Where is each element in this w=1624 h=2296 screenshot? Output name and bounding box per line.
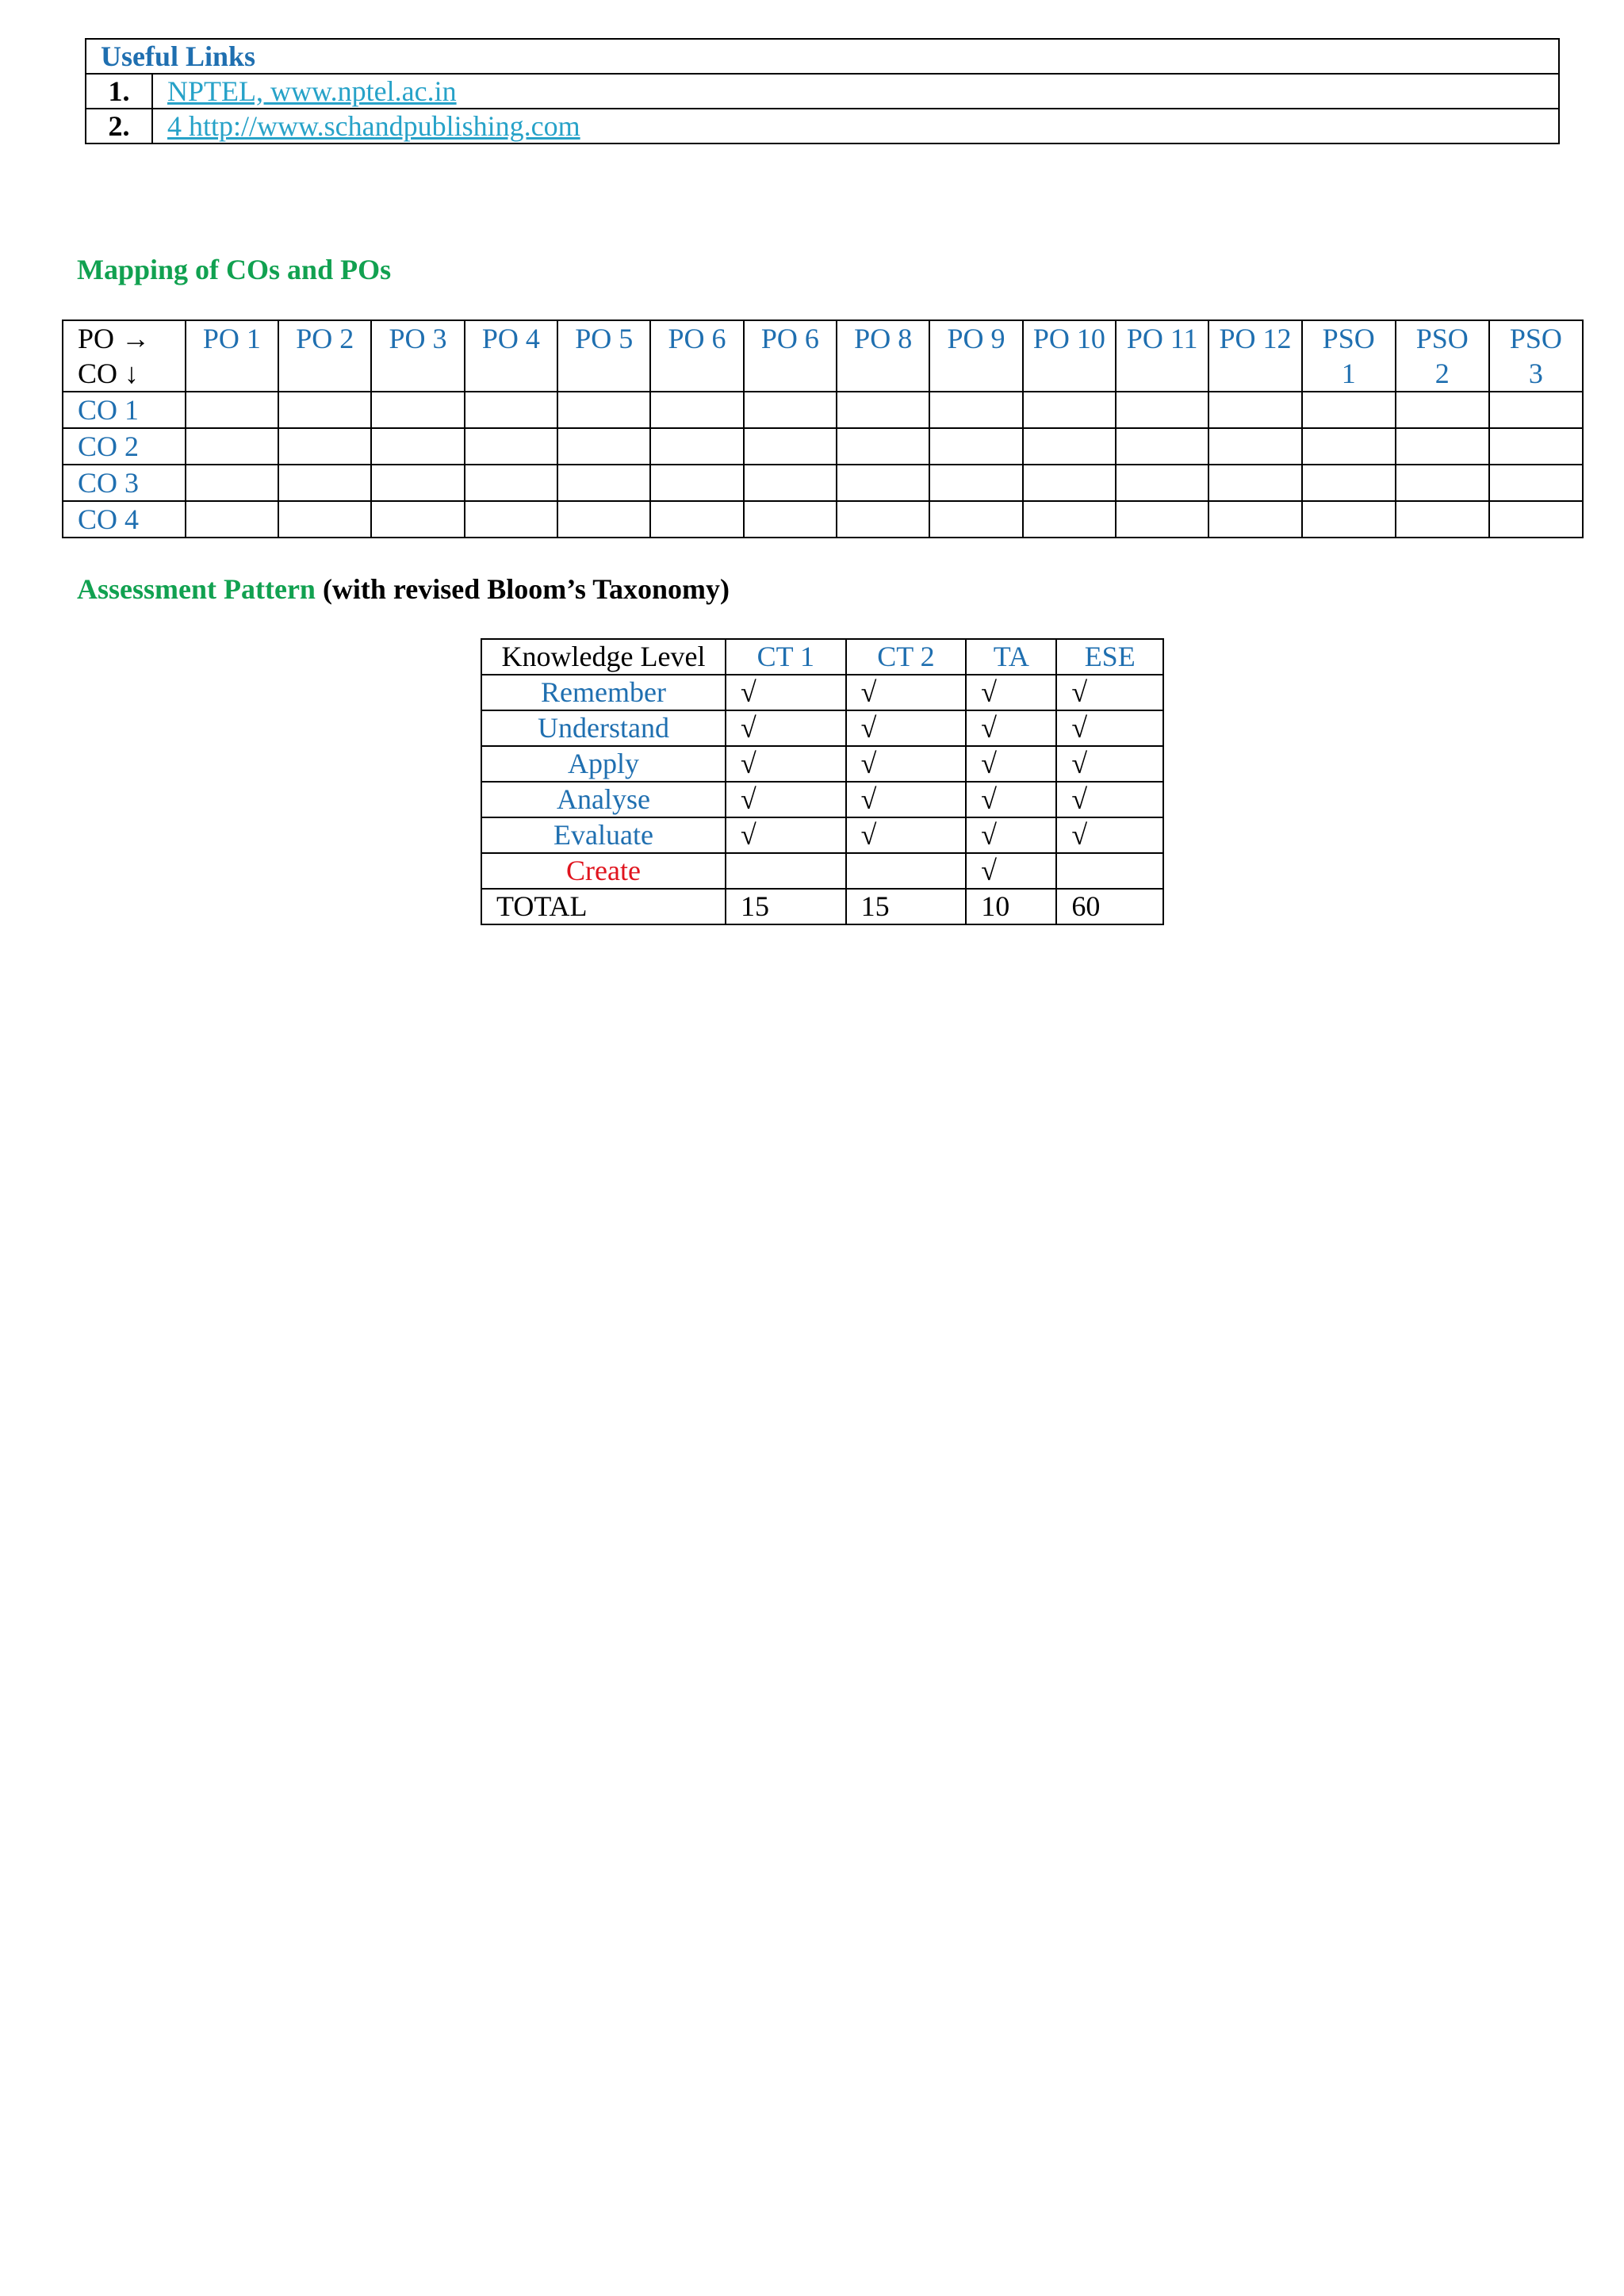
mapping-cell [650, 465, 743, 501]
assessment-row [481, 746, 1163, 782]
mapping-cell [371, 501, 464, 538]
mapping-cell [186, 501, 278, 538]
ese-total: 60 [1056, 889, 1163, 924]
assessment-row [481, 710, 1163, 746]
mapping-cell [371, 428, 464, 465]
knowledge-level: Understand [481, 710, 726, 746]
assessment-heading [77, 573, 730, 605]
ta-check: √ [966, 710, 1056, 746]
mapping-cell [1489, 392, 1583, 428]
mapping-cell [1208, 428, 1301, 465]
mapping-cell [1116, 428, 1208, 465]
mapping-cell [1396, 428, 1489, 465]
mapping-cell [465, 392, 557, 428]
mapping-cell [1208, 465, 1301, 501]
mapping-cell [371, 465, 464, 501]
ta-header: TA [966, 639, 1056, 675]
mapping-cell [1302, 501, 1396, 538]
mapping-cell [650, 428, 743, 465]
mapping-cell [1396, 465, 1489, 501]
mapping-cell [557, 392, 650, 428]
mapping-cell [1396, 501, 1489, 538]
ct1-check [726, 853, 846, 889]
ct1-check: √ [726, 817, 846, 853]
assessment-row [481, 675, 1163, 710]
po-header: PO 6 [744, 320, 837, 392]
mapping-row [63, 392, 1583, 428]
useful-links-table [85, 38, 1560, 144]
mapping-row [63, 501, 1583, 538]
ese-check: √ [1056, 817, 1163, 853]
pso-label: PSO [1509, 323, 1562, 354]
ta-total: 10 [966, 889, 1056, 924]
mapping-cell [929, 428, 1022, 465]
mapping-cell [1208, 501, 1301, 538]
mapping-cell [278, 465, 371, 501]
assessment-row [481, 782, 1163, 817]
po-header: PO 8 [837, 320, 929, 392]
mapping-cell [557, 465, 650, 501]
ct2-check: √ [846, 817, 967, 853]
mapping-cell [650, 392, 743, 428]
mapping-cell [278, 428, 371, 465]
ct1-check: √ [726, 710, 846, 746]
mapping-cell [1116, 501, 1208, 538]
assessment-row [481, 817, 1163, 853]
mapping-cell [650, 501, 743, 538]
mapping-header-row [63, 320, 1583, 392]
pso-number: 3 [1528, 358, 1543, 389]
mapping-cell [837, 428, 929, 465]
mapping-cell [186, 465, 278, 501]
po-header: PO 10 [1023, 320, 1116, 392]
ese-check: √ [1056, 710, 1163, 746]
co-label: CO 2 [63, 428, 186, 465]
pso-header [1302, 320, 1396, 392]
po-header: PO 6 [650, 320, 743, 392]
ese-check: √ [1056, 675, 1163, 710]
knowledge-level: Create [481, 853, 726, 889]
ese-check: √ [1056, 746, 1163, 782]
ct2-check: √ [846, 710, 967, 746]
co-label: CO 4 [63, 501, 186, 538]
mapping-cell [837, 465, 929, 501]
mapping-cell [1489, 501, 1583, 538]
mapping-cell [1116, 392, 1208, 428]
mapping-cell [1023, 428, 1116, 465]
mapping-cell [186, 428, 278, 465]
ta-check: √ [966, 853, 1056, 889]
knowledge-level: Evaluate [481, 817, 726, 853]
pso-label: PSO [1415, 323, 1469, 354]
ese-check: √ [1056, 782, 1163, 817]
ct1-check: √ [726, 782, 846, 817]
mapping-cell [1396, 392, 1489, 428]
pso-number: 1 [1341, 358, 1356, 389]
mapping-cell [1489, 465, 1583, 501]
mapping-cell [1023, 392, 1116, 428]
pso-label: PSO [1322, 323, 1375, 354]
ta-check: √ [966, 746, 1056, 782]
pso-number: 2 [1434, 358, 1450, 389]
knowledge-level: Apply [481, 746, 726, 782]
link-row [86, 74, 1559, 109]
mapping-cell [557, 501, 650, 538]
mapping-cell [465, 465, 557, 501]
corner-co-label: CO ↓ [78, 358, 140, 389]
link-row [86, 109, 1559, 144]
ct1-check: √ [726, 746, 846, 782]
po-header: PO 11 [1116, 320, 1208, 392]
mapping-cell [744, 465, 837, 501]
useful-links-title: Useful Links [86, 39, 1559, 74]
link-schand[interactable]: 4 http://www.schandpublishing.com [152, 109, 1559, 144]
mapping-cell [371, 392, 464, 428]
link-number: 1. [86, 74, 152, 109]
mapping-cell [1116, 465, 1208, 501]
mapping-cell [837, 501, 929, 538]
assessment-total-row [481, 889, 1163, 924]
ese-check [1056, 853, 1163, 889]
link-number: 2. [86, 109, 152, 144]
ct2-total: 15 [846, 889, 967, 924]
mapping-cell [278, 501, 371, 538]
assessment-heading-main: Assessment Pattern [77, 573, 316, 605]
mapping-heading: Mapping of COs and POs [77, 254, 392, 285]
mapping-cell [465, 501, 557, 538]
mapping-cell [837, 392, 929, 428]
mapping-cell [744, 392, 837, 428]
ct2-check: √ [846, 675, 967, 710]
po-header: PO 4 [465, 320, 557, 392]
ta-check: √ [966, 782, 1056, 817]
ct2-check: √ [846, 746, 967, 782]
mapping-cell [1489, 428, 1583, 465]
mapping-cell [744, 428, 837, 465]
mapping-cell [1023, 501, 1116, 538]
ct1-check: √ [726, 675, 846, 710]
mapping-cell [929, 465, 1022, 501]
mapping-row [63, 428, 1583, 465]
mapping-cell [1302, 465, 1396, 501]
mapping-corner-cell [63, 320, 186, 392]
mapping-cell [1302, 392, 1396, 428]
po-header: PO 9 [929, 320, 1022, 392]
mapping-cell [1302, 428, 1396, 465]
corner-po-label: PO → [78, 323, 151, 354]
mapping-cell [929, 392, 1022, 428]
ese-header: ESE [1056, 639, 1163, 675]
assessment-pattern-table [481, 638, 1164, 925]
ct2-check [846, 853, 967, 889]
po-header: PO 2 [278, 320, 371, 392]
ct2-check: √ [846, 782, 967, 817]
assessment-heading-sub: (with revised Bloom’s Taxonomy) [315, 573, 730, 605]
link-nptel[interactable]: NPTEL, www.nptel.ac.in [152, 74, 1559, 109]
mapping-cell [1208, 392, 1301, 428]
mapping-cell [278, 392, 371, 428]
po-header: PO 3 [371, 320, 464, 392]
knowledge-level-header: Knowledge Level [481, 639, 726, 675]
co-label: CO 1 [63, 392, 186, 428]
ta-check: √ [966, 817, 1056, 853]
ct1-total: 15 [726, 889, 846, 924]
total-label: TOTAL [481, 889, 726, 924]
assessment-header-row [481, 639, 1163, 675]
co-po-mapping-table [62, 320, 1584, 538]
knowledge-level: Analyse [481, 782, 726, 817]
mapping-cell [929, 501, 1022, 538]
assessment-row [481, 853, 1163, 889]
knowledge-level: Remember [481, 675, 726, 710]
ta-check: √ [966, 675, 1056, 710]
po-header: PO 5 [557, 320, 650, 392]
mapping-cell [557, 428, 650, 465]
ct2-header: CT 2 [846, 639, 967, 675]
mapping-cell [186, 392, 278, 428]
co-label: CO 3 [63, 465, 186, 501]
mapping-cell [744, 501, 837, 538]
pso-header [1396, 320, 1489, 392]
po-header: PO 12 [1208, 320, 1301, 392]
ct1-header: CT 1 [726, 639, 846, 675]
pso-header [1489, 320, 1583, 392]
po-header: PO 1 [186, 320, 278, 392]
mapping-cell [1023, 465, 1116, 501]
mapping-cell [465, 428, 557, 465]
mapping-row [63, 465, 1583, 501]
